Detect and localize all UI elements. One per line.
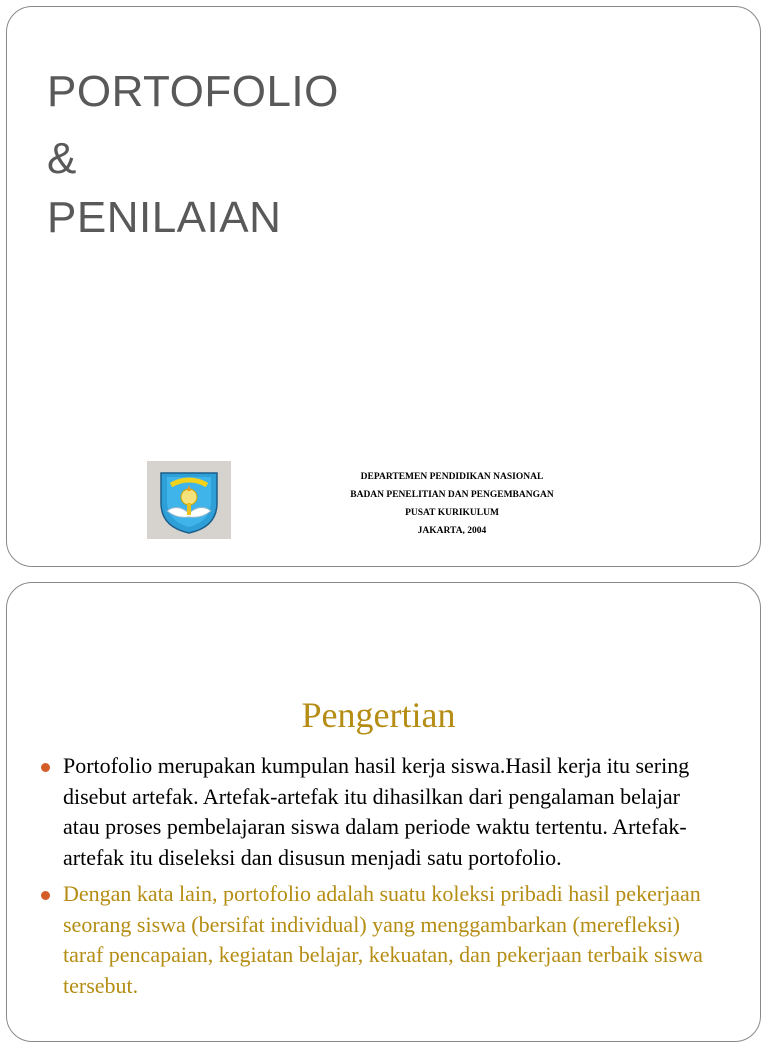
title-line-2: & [47, 134, 77, 183]
institution-line-3: PUSAT KURIKULUM [405, 508, 499, 518]
title-line-1: PORTOFOLIO [47, 67, 339, 116]
slide-pengertian [6, 582, 761, 1042]
bullet-dot-icon [41, 763, 50, 772]
bullet-item-1 [41, 751, 711, 873]
institution-line-1: DEPARTEMEN PENDIDIKAN NASIONAL [360, 472, 544, 482]
institution-line-4: JAKARTA, 2004 [417, 526, 487, 536]
institution-line-2: BADAN PENELITIAN DAN PENGEMBANGAN [350, 490, 554, 500]
title-line-3: PENILAIAN [47, 193, 282, 242]
bullet-dot-icon [41, 891, 50, 900]
bullet-item-2 [41, 879, 711, 1001]
institution-block [307, 468, 597, 540]
bullet-text-1: Portofolio merupakan kumpulan hasil kerja siswa.Hasil kerja itu sering disebut artefak. Artefak-artefak itu dihasilkan dari pengalaman belajar atau proses pembelajaran siswa dalam periode waktu tertentu. Artefak-artefak itu diseleksi dan disusun menjadi satu portofolio. [63, 753, 690, 870]
bullet-list [41, 751, 711, 1007]
slide-title [6, 6, 761, 567]
bullet-text-2: Dengan kata lain, portofolio adalah suatu koleksi pribadi hasil pekerjaan seorang siswa (bersifat individual) yang menggambarkan (merefleksi) taraf pencapaian, kegiatan belajar, kekuatan, dan pekerjaan terbaik siswa tersebut. [63, 881, 703, 998]
section-heading: Pengertian [301, 695, 456, 735]
tut-wuri-handayani-logo-icon [147, 461, 231, 539]
